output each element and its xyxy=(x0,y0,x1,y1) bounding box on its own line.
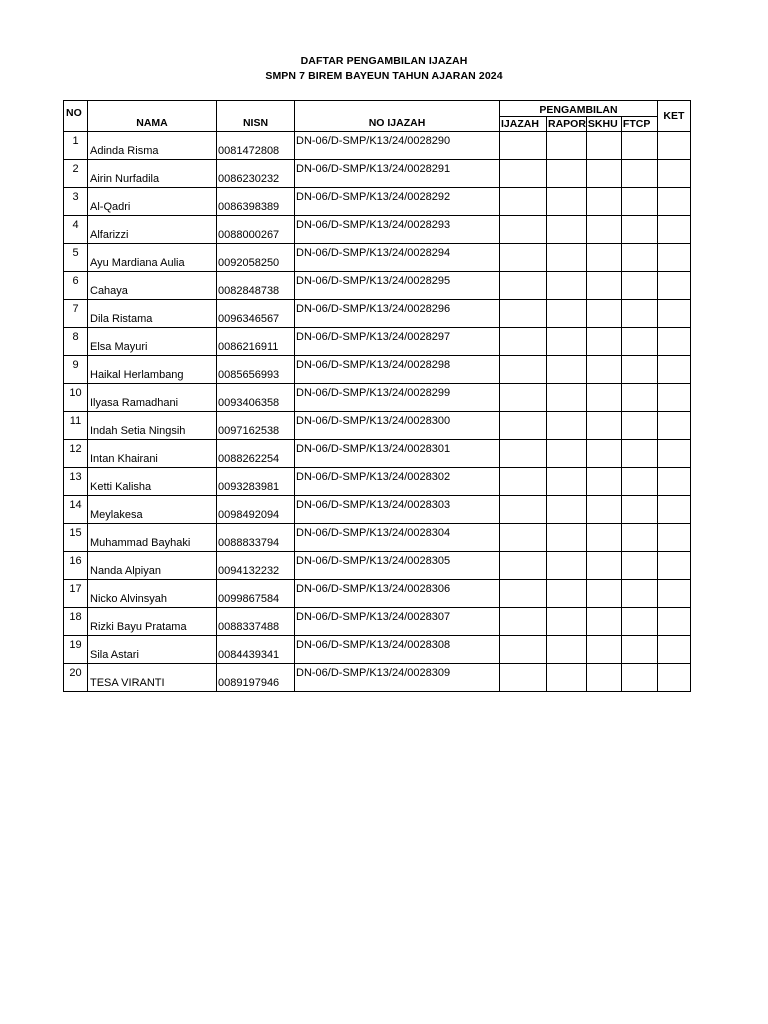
row-nama: Meylakesa xyxy=(88,496,217,524)
row-check-ijazah xyxy=(500,552,547,580)
row-no: 16 xyxy=(64,552,88,580)
row-nisn: 0096346567 xyxy=(217,300,295,328)
row-check-skhu xyxy=(586,440,621,468)
row-no: 11 xyxy=(64,412,88,440)
row-check-skhu xyxy=(586,188,621,216)
row-nama: Alfarizzi xyxy=(88,216,217,244)
row-nisn: 0086398389 xyxy=(217,188,295,216)
row-nama: Elsa Mayuri xyxy=(88,328,217,356)
row-ket xyxy=(657,552,690,580)
row-check-ijazah xyxy=(500,300,547,328)
row-no: 9 xyxy=(64,356,88,384)
title-line-2: SMPN 7 BIREM BAYEUN TAHUN AJARAN 2024 xyxy=(265,70,503,82)
row-check-ftcp xyxy=(621,356,657,384)
row-check-rapor xyxy=(547,608,587,636)
row-nisn: 0092058250 xyxy=(217,244,295,272)
table-row xyxy=(64,272,691,300)
row-ket xyxy=(657,412,690,440)
table-row xyxy=(64,664,691,692)
row-ket xyxy=(657,636,690,664)
table-row xyxy=(64,496,691,524)
row-check-ftcp xyxy=(621,132,657,160)
row-ket xyxy=(657,272,690,300)
row-nisn: 0088262254 xyxy=(217,440,295,468)
row-nisn: 0085656993 xyxy=(217,356,295,384)
table-row xyxy=(64,300,691,328)
row-no-ijazah: DN-06/D-SMP/K13/24/0028301 xyxy=(295,440,500,468)
row-no-ijazah: DN-06/D-SMP/K13/24/0028294 xyxy=(295,244,500,272)
row-no-ijazah: DN-06/D-SMP/K13/24/0028308 xyxy=(295,636,500,664)
row-no: 4 xyxy=(64,216,88,244)
row-check-skhu xyxy=(586,664,621,692)
row-check-ijazah xyxy=(500,412,547,440)
table-row xyxy=(64,244,691,272)
row-check-ijazah xyxy=(500,468,547,496)
table-body xyxy=(64,132,691,692)
row-no: 2 xyxy=(64,160,88,188)
row-no: 20 xyxy=(64,664,88,692)
row-check-skhu xyxy=(586,160,621,188)
row-no-ijazah: DN-06/D-SMP/K13/24/0028297 xyxy=(295,328,500,356)
row-nama: Sila Astari xyxy=(88,636,217,664)
row-no: 15 xyxy=(64,524,88,552)
table-row xyxy=(64,216,691,244)
row-no-ijazah: DN-06/D-SMP/K13/24/0028290 xyxy=(295,132,500,160)
row-check-skhu xyxy=(586,272,621,300)
row-no-ijazah: DN-06/D-SMP/K13/24/0028300 xyxy=(295,412,500,440)
row-ket xyxy=(657,300,690,328)
table-row xyxy=(64,160,691,188)
row-nisn: 0088000267 xyxy=(217,216,295,244)
row-check-rapor xyxy=(547,272,587,300)
row-no: 10 xyxy=(64,384,88,412)
row-check-skhu xyxy=(586,412,621,440)
table-row xyxy=(64,468,691,496)
table-row xyxy=(64,356,691,384)
table-row xyxy=(64,608,691,636)
row-check-ftcp xyxy=(621,468,657,496)
row-nama: Nanda Alpiyan xyxy=(88,552,217,580)
row-check-ftcp xyxy=(621,188,657,216)
row-check-rapor xyxy=(547,300,587,328)
row-no: 7 xyxy=(64,300,88,328)
row-check-ftcp xyxy=(621,440,657,468)
row-check-rapor xyxy=(547,524,587,552)
row-check-skhu xyxy=(586,216,621,244)
row-check-skhu xyxy=(586,328,621,356)
row-nisn: 0098492094 xyxy=(217,496,295,524)
row-check-rapor xyxy=(547,580,587,608)
row-no: 14 xyxy=(64,496,88,524)
row-no-ijazah: DN-06/D-SMP/K13/24/0028307 xyxy=(295,608,500,636)
header-pengambilan: PENGAMBILAN xyxy=(500,101,658,117)
row-check-ftcp xyxy=(621,608,657,636)
table-row xyxy=(64,188,691,216)
row-ket xyxy=(657,524,690,552)
row-no-ijazah: DN-06/D-SMP/K13/24/0028305 xyxy=(295,552,500,580)
row-check-rapor xyxy=(547,468,587,496)
row-nisn: 0082848738 xyxy=(217,272,295,300)
row-no-ijazah: DN-06/D-SMP/K13/24/0028295 xyxy=(295,272,500,300)
row-check-ftcp xyxy=(621,328,657,356)
row-check-rapor xyxy=(547,412,587,440)
row-check-ftcp xyxy=(621,412,657,440)
row-ket xyxy=(657,608,690,636)
row-check-ijazah xyxy=(500,524,547,552)
row-ket xyxy=(657,440,690,468)
row-nisn: 0093406358 xyxy=(217,384,295,412)
row-nama: Intan Khairani xyxy=(88,440,217,468)
row-nisn: 0081472808 xyxy=(217,132,295,160)
table-row xyxy=(64,580,691,608)
row-check-ftcp xyxy=(621,580,657,608)
row-no-ijazah: DN-06/D-SMP/K13/24/0028304 xyxy=(295,524,500,552)
row-nama: Ayu Mardiana Aulia xyxy=(88,244,217,272)
row-no: 8 xyxy=(64,328,88,356)
row-check-rapor xyxy=(547,244,587,272)
header-rapor: RAPOR xyxy=(548,118,586,130)
row-no-ijazah: DN-06/D-SMP/K13/24/0028293 xyxy=(295,216,500,244)
row-no: 6 xyxy=(64,272,88,300)
table-row xyxy=(64,524,691,552)
row-check-rapor xyxy=(547,216,587,244)
row-check-ftcp xyxy=(621,384,657,412)
row-nisn: 0086230232 xyxy=(217,160,295,188)
row-ket xyxy=(657,188,690,216)
row-check-ijazah xyxy=(500,272,547,300)
row-no: 19 xyxy=(64,636,88,664)
row-check-ftcp xyxy=(621,272,657,300)
row-check-skhu xyxy=(586,496,621,524)
row-check-ijazah xyxy=(500,608,547,636)
table-row xyxy=(64,636,691,664)
header-no-ijazah: NO IJAZAH xyxy=(295,101,500,132)
row-no: 12 xyxy=(64,440,88,468)
header-ket: KET xyxy=(657,101,690,132)
row-check-ijazah xyxy=(500,356,547,384)
row-check-rapor xyxy=(547,356,587,384)
row-nisn: 0084439341 xyxy=(217,636,295,664)
row-ket xyxy=(657,132,690,160)
row-nisn: 0093283981 xyxy=(217,468,295,496)
row-no: 17 xyxy=(64,580,88,608)
row-check-rapor xyxy=(547,664,587,692)
row-check-ijazah xyxy=(500,160,547,188)
row-nama: Nicko Alvinsyah xyxy=(88,580,217,608)
row-nama: Cahaya xyxy=(88,272,217,300)
row-no-ijazah: DN-06/D-SMP/K13/24/0028292 xyxy=(295,188,500,216)
header-nama: NAMA xyxy=(88,101,217,132)
row-check-skhu xyxy=(586,608,621,636)
row-check-skhu xyxy=(586,300,621,328)
row-no: 1 xyxy=(64,132,88,160)
row-nama: TESA VIRANTI xyxy=(88,664,217,692)
row-no: 13 xyxy=(64,468,88,496)
table-header xyxy=(64,101,691,132)
row-no-ijazah: DN-06/D-SMP/K13/24/0028299 xyxy=(295,384,500,412)
row-nisn: 0097162538 xyxy=(217,412,295,440)
row-check-rapor xyxy=(547,160,587,188)
row-nisn: 0086216911 xyxy=(217,328,295,356)
header-skhu: SKHU xyxy=(586,117,621,132)
title-line-1: DAFTAR PENGAMBILAN IJAZAH xyxy=(300,55,468,67)
row-nama: Airin Nurfadila xyxy=(88,160,217,188)
row-ket xyxy=(657,496,690,524)
row-nama: Muhammad Bayhaki xyxy=(88,524,217,552)
row-check-ftcp xyxy=(621,552,657,580)
row-check-rapor xyxy=(547,440,587,468)
row-check-ijazah xyxy=(500,496,547,524)
row-no-ijazah: DN-06/D-SMP/K13/24/0028291 xyxy=(295,160,500,188)
table-row xyxy=(64,552,691,580)
row-check-ijazah xyxy=(500,188,547,216)
row-check-ijazah xyxy=(500,440,547,468)
row-check-ftcp xyxy=(621,664,657,692)
row-no-ijazah: DN-06/D-SMP/K13/24/0028296 xyxy=(295,300,500,328)
table-row xyxy=(64,440,691,468)
row-no-ijazah: DN-06/D-SMP/K13/24/0028309 xyxy=(295,664,500,692)
header-ijazah: IJAZAH xyxy=(500,117,547,132)
row-check-ftcp xyxy=(621,300,657,328)
row-no: 5 xyxy=(64,244,88,272)
row-check-ftcp xyxy=(621,496,657,524)
row-nama: Rizki Bayu Pratama xyxy=(88,608,217,636)
row-ket xyxy=(657,160,690,188)
row-ket xyxy=(657,384,690,412)
row-ket xyxy=(657,468,690,496)
row-check-rapor xyxy=(547,132,587,160)
row-nama: Al-Qadri xyxy=(88,188,217,216)
row-check-skhu xyxy=(586,636,621,664)
row-check-ijazah xyxy=(500,328,547,356)
row-check-rapor xyxy=(547,552,587,580)
row-no: 18 xyxy=(64,608,88,636)
row-ket xyxy=(657,216,690,244)
row-nama: Dila Ristama xyxy=(88,300,217,328)
row-check-skhu xyxy=(586,244,621,272)
row-check-ijazah xyxy=(500,384,547,412)
row-check-skhu xyxy=(586,524,621,552)
row-ket xyxy=(657,664,690,692)
row-nisn: 0094132232 xyxy=(217,552,295,580)
row-no-ijazah: DN-06/D-SMP/K13/24/0028303 xyxy=(295,496,500,524)
row-check-ftcp xyxy=(621,160,657,188)
header-nisn: NISN xyxy=(217,101,295,132)
row-ket xyxy=(657,580,690,608)
row-check-ijazah xyxy=(500,580,547,608)
row-check-skhu xyxy=(586,132,621,160)
row-nama: Adinda Risma xyxy=(88,132,217,160)
pickup-table xyxy=(63,100,691,692)
row-check-ijazah xyxy=(500,664,547,692)
row-check-skhu xyxy=(586,356,621,384)
row-check-ftcp xyxy=(621,524,657,552)
row-check-rapor xyxy=(547,384,587,412)
row-nama: Ilyasa Ramadhani xyxy=(88,384,217,412)
document-title xyxy=(0,54,768,84)
row-nisn: 0089197946 xyxy=(217,664,295,692)
row-check-ijazah xyxy=(500,244,547,272)
row-check-rapor xyxy=(547,636,587,664)
row-ket xyxy=(657,244,690,272)
row-check-skhu xyxy=(586,552,621,580)
row-nisn: 0088833794 xyxy=(217,524,295,552)
row-no-ijazah: DN-06/D-SMP/K13/24/0028306 xyxy=(295,580,500,608)
row-nama: Ketti Kalisha xyxy=(88,468,217,496)
row-no-ijazah: DN-06/D-SMP/K13/24/0028302 xyxy=(295,468,500,496)
header-no: NO xyxy=(64,101,88,132)
table-row xyxy=(64,384,691,412)
table-row xyxy=(64,328,691,356)
row-no: 3 xyxy=(64,188,88,216)
row-check-ftcp xyxy=(621,244,657,272)
row-check-skhu xyxy=(586,580,621,608)
row-nisn: 0088337488 xyxy=(217,608,295,636)
row-ket xyxy=(657,356,690,384)
row-ket xyxy=(657,328,690,356)
row-check-ftcp xyxy=(621,216,657,244)
table-row xyxy=(64,412,691,440)
row-check-ijazah xyxy=(500,216,547,244)
row-check-rapor xyxy=(547,328,587,356)
table-row xyxy=(64,132,691,160)
row-no-ijazah: DN-06/D-SMP/K13/24/0028298 xyxy=(295,356,500,384)
row-nama: Indah Setia Ningsih xyxy=(88,412,217,440)
row-check-ftcp xyxy=(621,636,657,664)
row-check-skhu xyxy=(586,384,621,412)
header-ftcp: FTCP xyxy=(621,117,657,132)
row-nama: Haikal Herlambang xyxy=(88,356,217,384)
row-nisn: 0099867584 xyxy=(217,580,295,608)
row-check-skhu xyxy=(586,468,621,496)
row-check-ijazah xyxy=(500,636,547,664)
row-check-rapor xyxy=(547,188,587,216)
row-check-rapor xyxy=(547,496,587,524)
row-check-ijazah xyxy=(500,132,547,160)
